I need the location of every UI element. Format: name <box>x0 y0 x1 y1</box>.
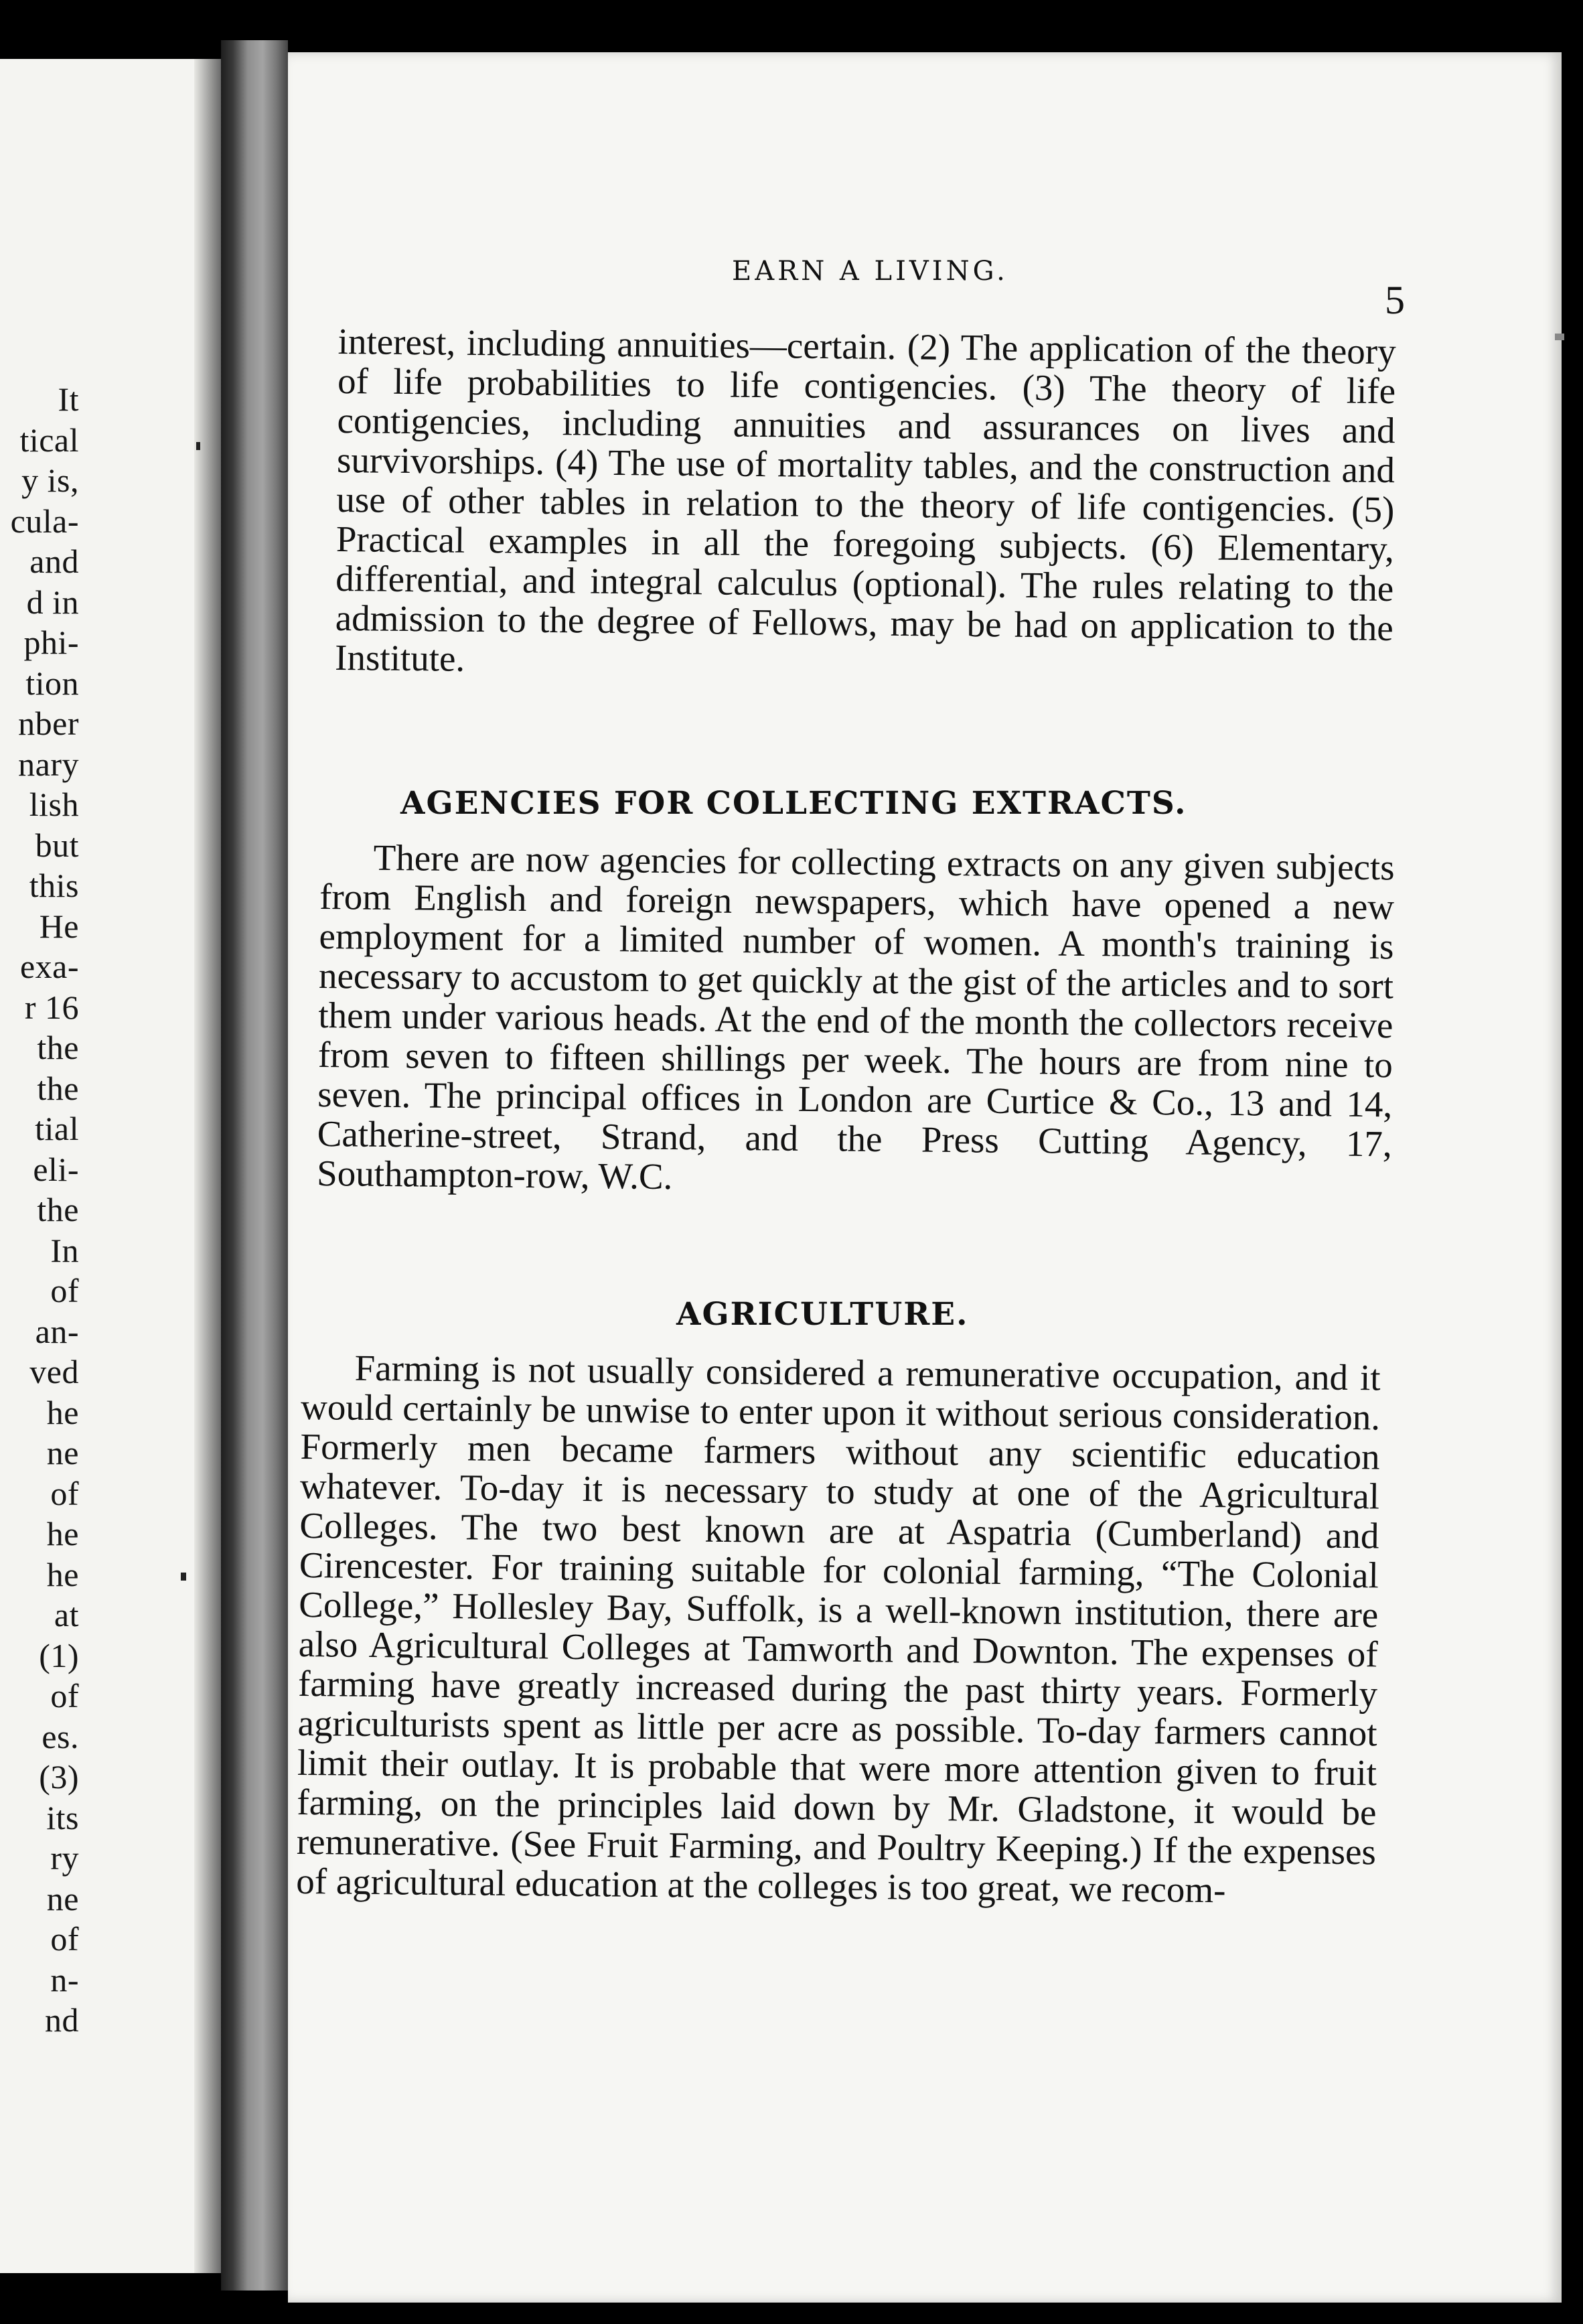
left-page-line-fragment: exa- <box>19 948 79 985</box>
scan-speck <box>196 442 200 450</box>
left-page-line-fragment: It <box>58 380 79 418</box>
page-number: 5 <box>1385 278 1405 322</box>
left-page-line-fragment: nber <box>18 705 79 742</box>
left-page-line-fragment: but <box>35 826 79 864</box>
left-page-line-fragment: he <box>46 1393 79 1431</box>
left-page-line-fragment: tial <box>35 1110 79 1147</box>
left-page-line-fragment: d in <box>26 583 79 621</box>
left-page-line-fragment: es. <box>42 1717 79 1755</box>
left-page-line-fragment: n- <box>50 1960 79 1999</box>
left-page-line-fragment: nary <box>18 745 79 783</box>
left-page-line-fragment: of <box>50 1474 79 1512</box>
left-page-line-fragment: r 16 <box>24 988 79 1026</box>
left-page-line-fragment: ne <box>46 1879 79 1917</box>
left-page-line-fragment: its <box>46 1798 79 1836</box>
left-page-line-fragment: (3) <box>39 1758 79 1796</box>
scan-speck <box>181 1573 186 1581</box>
left-page-line-fragment: cula- <box>10 502 79 540</box>
scan-speck <box>1555 334 1564 340</box>
left-page-line-fragment: ry <box>50 1839 79 1877</box>
left-page-line-fragment: ne <box>46 1434 79 1471</box>
left-page-line-fragment: this <box>29 867 79 904</box>
left-page-line-fragment: the <box>37 1191 79 1228</box>
left-page-line-fragment: at <box>54 1596 79 1633</box>
section-body-agencies <box>317 837 1395 1203</box>
left-page-line-fragment: y is, <box>21 461 79 499</box>
left-page-line-fragment: (1) <box>39 1636 79 1674</box>
left-page-line-fragment: of <box>50 1272 79 1309</box>
left-page-line-fragment: an- <box>35 1312 79 1350</box>
left-page-line-fragment: tical <box>19 421 79 459</box>
left-page-line-fragment: eli- <box>33 1150 79 1188</box>
section-heading-agencies: AGENCIES FOR COLLECTING EXTRACTS. <box>400 785 1187 822</box>
left-page-line-fragment: he <box>46 1555 79 1593</box>
left-page-line-fragment: of <box>50 1920 79 1958</box>
intro-paragraph-text: interest, including annuities—certain. (2) The application of the theory of life probabilities to life contigencies. (3) The theory of life contigencies, including annuities and assurances on lives and survivorships. (4) The use of mortality tables, and the construction and use of other tables in relation to the theory of life contigencies. (5) Practical examples in all the foregoing subjects. (6) Elementary, differential, and integral calculus (optional). The rules relating to the admission to the degree of Fellows, may be had on application to the Institute. <box>334 321 1396 679</box>
left-page-line-fragment: ved <box>29 1353 79 1390</box>
left-page-line-fragment: of <box>50 1677 79 1715</box>
left-page-line-fragment: he <box>46 1515 79 1552</box>
book-gutter <box>221 40 288 2291</box>
left-page-line-fragment: and <box>29 542 79 580</box>
left-page-line-fragment: tion <box>25 664 79 702</box>
left-page-line-fragment: In <box>50 1231 79 1269</box>
section-body-agriculture <box>296 1348 1381 1911</box>
left-page-line-fragment: lish <box>29 786 79 823</box>
left-page-line-fragment: the <box>37 1029 79 1066</box>
left-page-line-fragment: nd <box>45 2001 79 2039</box>
left-page-line-fragment: phi- <box>23 624 79 661</box>
section-body-agencies-text: There are now agencies for collecting extracts on any given subjects from English and foreign newspapers, which have opened a new employment for a limited number of women. A month's training is necessary to accustom to get quickly at the gist of the articles and to sort them under various heads. At the end of the month the collectors receive from seven to fifteen shillings per week. The hours are from nine to seven. The principal offices in London are Curtice & Co., 13 and 14, Catherine-street, Strand, and the Press Cutting Agency, 17, Southampton-row, W.C. <box>316 837 1395 1197</box>
section-body-agriculture-text: Farming is not usually considered a remunerative occupation, and it would certainly be unwise to enter upon it without serious consideration. Formerly men became farmers without any scientific education whatever. To-day it is necessary to study at one of the Agricultural Colleges. The two best known are at Aspatria (Cumberland) and Cirencester. For training suitable for colonial farming, “The Colonial College,” Hollesley Bay, Suffolk, is a well-known institution, there are also Agricultural Colleges at Tamworth and Downton. The expenses of farming have greatly increased during the past thirty years. Formerly agriculturists spent as little per acre as possible. To-day farmers cannot limit their outlay. It is probable that were more attention given to fruit farming, on the principles laid down by Mr. Gladstone, it would be remunerative. (See Fruit Farming, and Poultry Keeping.) If the expenses of agricultural education at the colleges is too great, we recom- <box>296 1347 1381 1911</box>
left-page-text-fragments <box>0 379 79 2041</box>
intro-paragraph <box>335 321 1396 687</box>
running-head: EARN A LIVING. <box>732 256 1008 287</box>
left-page-line-fragment: He <box>39 907 79 945</box>
left-page-line-fragment: the <box>37 1069 79 1107</box>
section-heading-agriculture: AGRICULTURE. <box>676 1296 969 1333</box>
left-page-shadow <box>194 59 221 2273</box>
